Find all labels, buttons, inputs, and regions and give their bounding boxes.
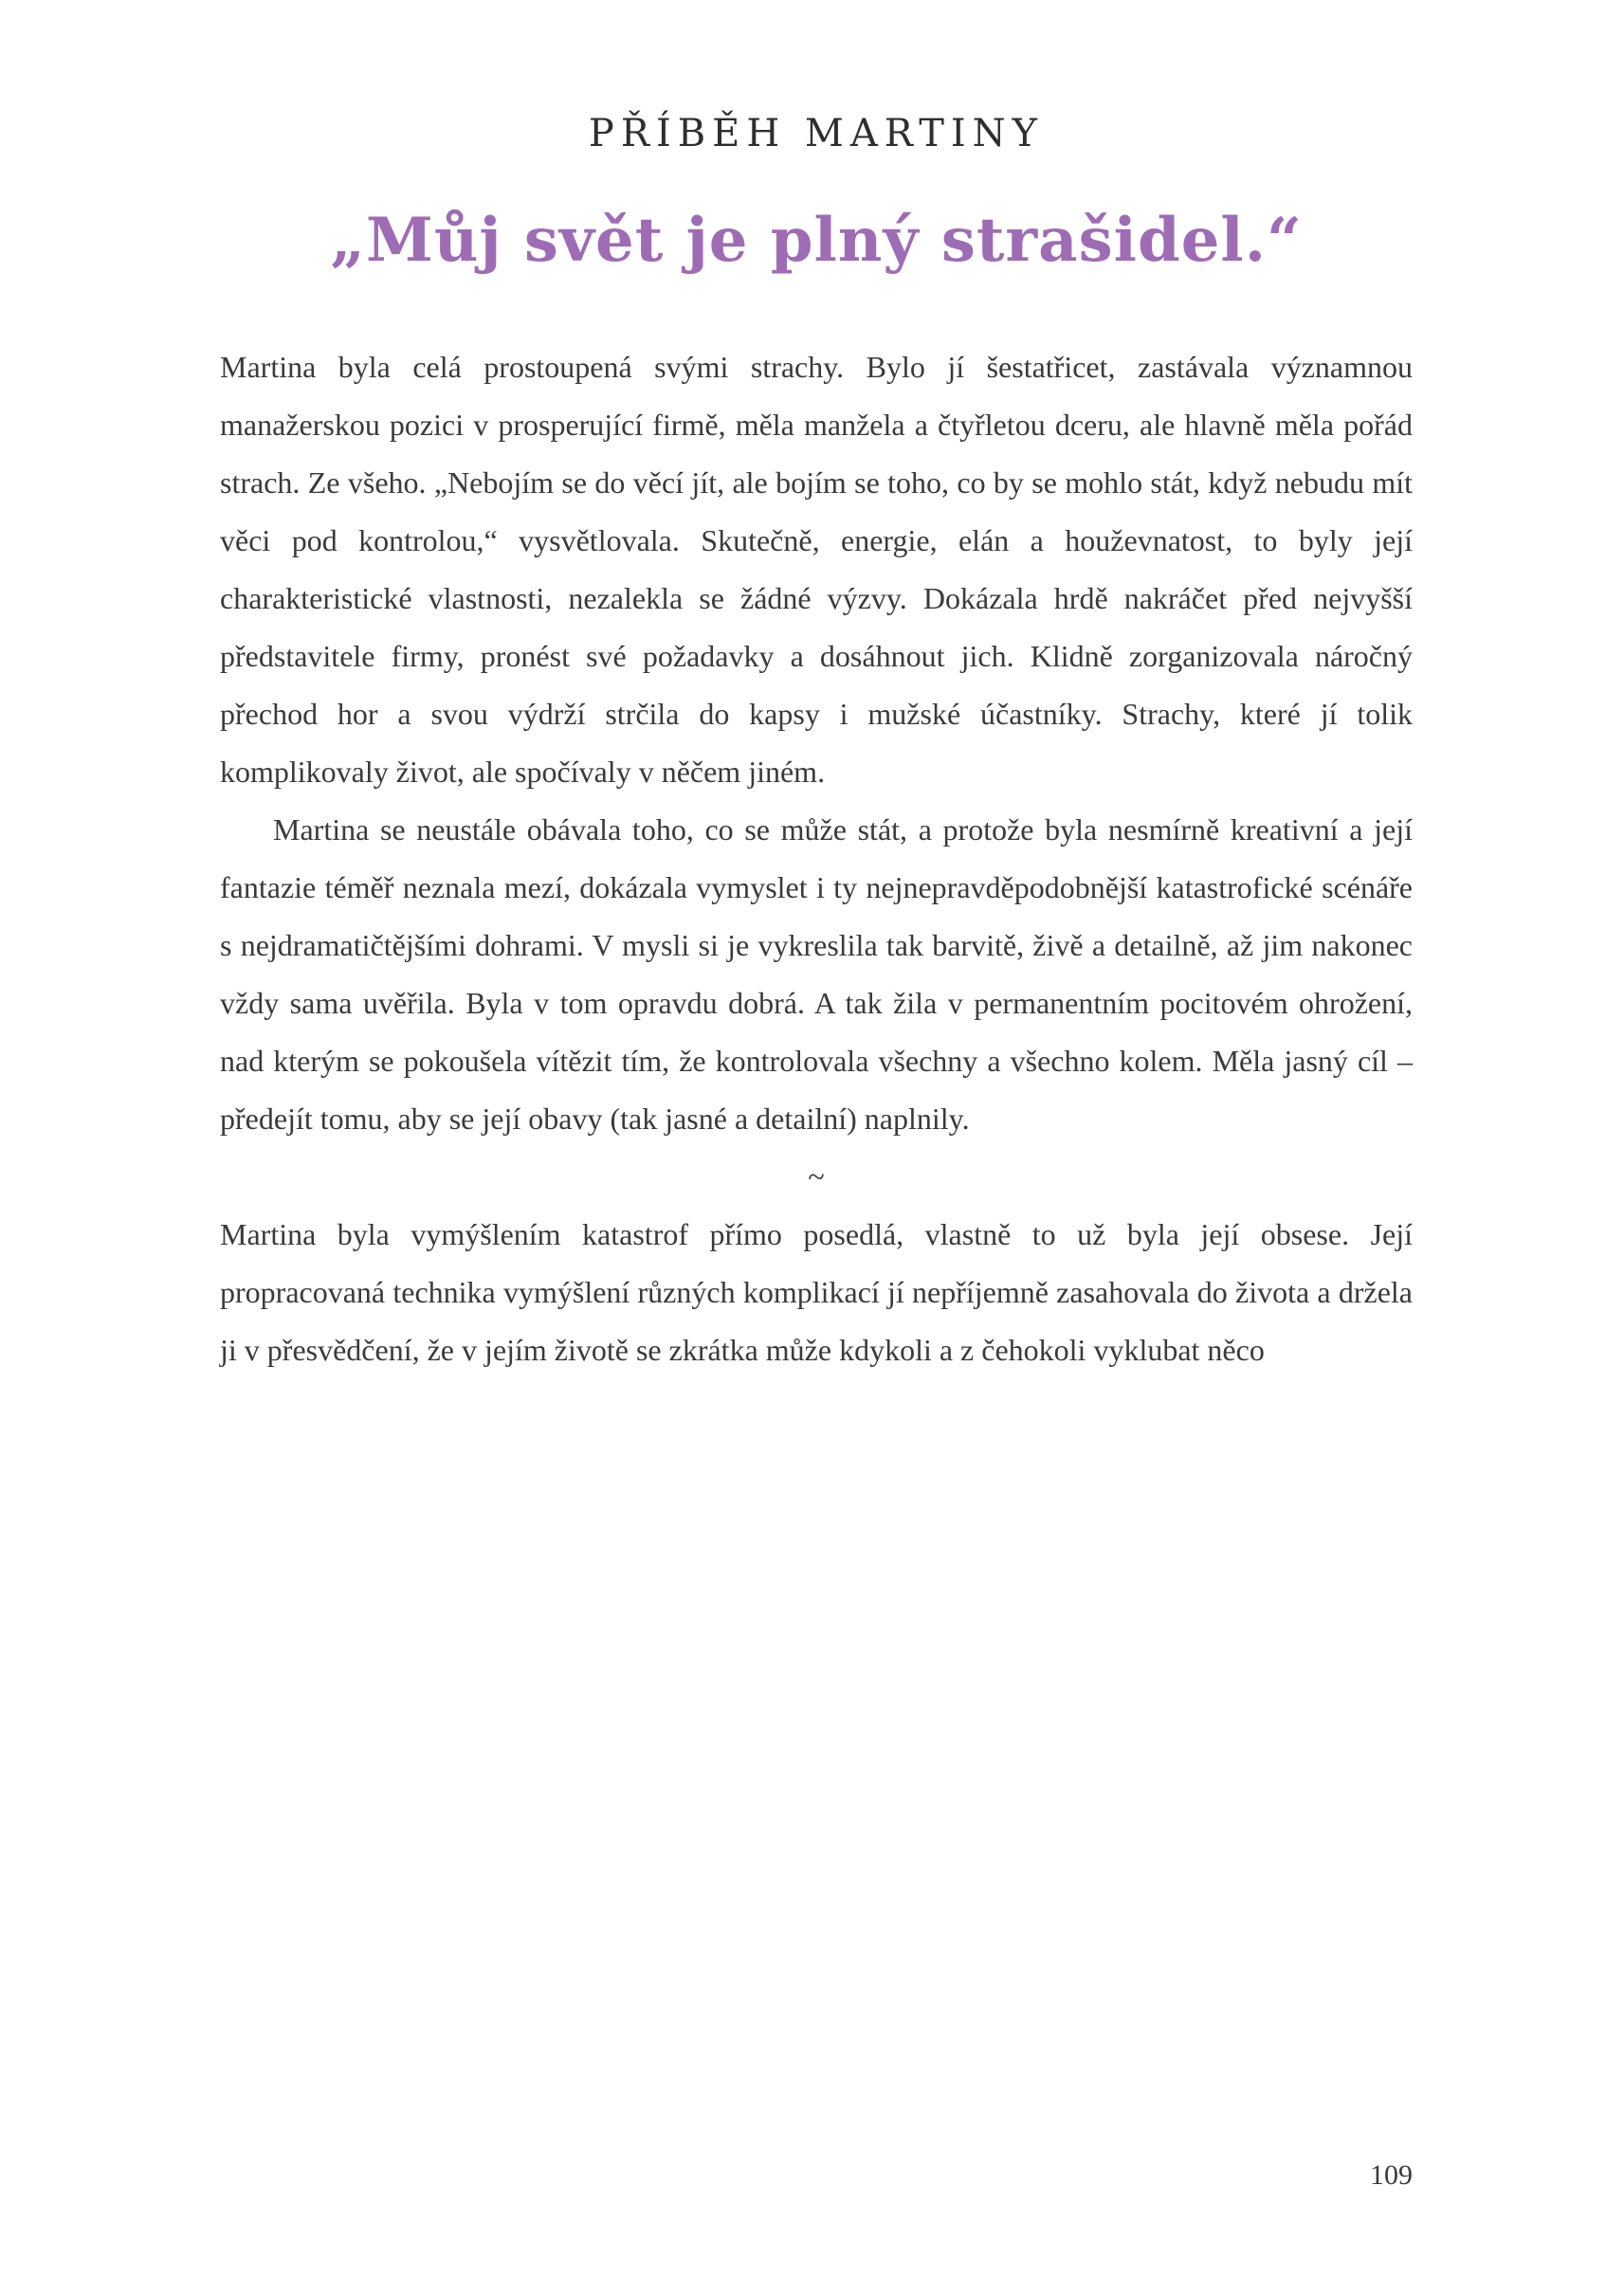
section-separator: ~ (808, 1159, 825, 1193)
chapter-title: „Můj svět je plný strašidel.“ (330, 205, 1303, 276)
paragraph-2: Martina se neustále obávala toho, co se může stát, a protože byla nesmírně kreativní a její fantazie téměř neznala mezí, dokázala vymyslet i ty nejnepravděpodobnější katastrofické scénáře s nejdramatičtějšími dohrami. V mysli si je vykreslila tak barvitě, živě a detailně, až jim nakonec vždy sama uvěřila. Byla v tom opravdu dobrá. A tak žila v permanentním pocitovém ohrožení, nad kterým se pokoušela vítězit tím, že kontrolovala všechny a všechno kolem. Měla jasný cíl – předejít tomu, aby se její obavy (tak jasné a detailní) naplnily. (220, 812, 1413, 1136)
paragraph-1: Martina byla celá prostoupená svými strachy. Bylo jí šestatřicet, zastávala významnou manažerskou pozici v prosperující firmě, měla manžela a čtyřletou dceru, ale hlavně měla pořád strach. Ze všeho. „Nebojím se do věcí jít, ale bojím se toho, co by se mohlo stát, když nebudu mít věci pod kontrolou,“ vysvětlovala. Skutečně, energie, elán a houževnatost, to byly její charakteristické vlastnosti, nezalekla se žádné výzvy. Dokázala hrdě nakráčet před nejvyšší představitele firmy, pronést své požadavky a dosáhnout jich. Klidně zorganizovala náročný přechod hor a svou výdrží strčila do kapsy i mužské účastníky. Strachy, které jí tolik komplikovaly život, ale spočívaly v něčem jiném. (220, 350, 1413, 789)
body-text-block (220, 338, 1413, 1379)
text-column (220, 0, 1413, 1379)
chapter-header: PŘÍBĚH MARTINY (588, 112, 1045, 155)
paragraph-3: Martina byla vymýšlením katastrof přímo posedlá, vlastně to už byla její obsese. Její propracovaná technika vymýšlení různých komplikací jí nepříjemně zasahovala do života a držela ji v přesvědčení, že v jejím životě se zkrátka může kdykoli a z čehokoli vyklubat něco (220, 1217, 1413, 1367)
page-number: 109 (1370, 2159, 1413, 2191)
